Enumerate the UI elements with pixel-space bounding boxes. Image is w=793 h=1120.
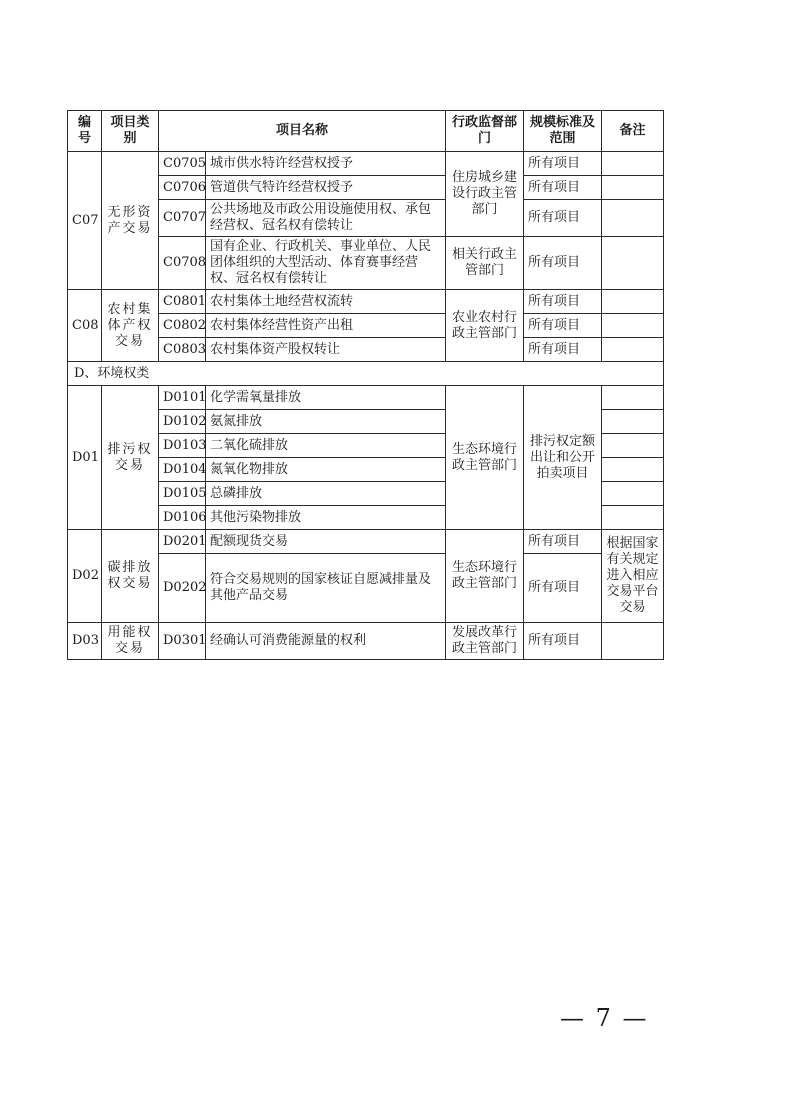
item-scope: 所有项目 xyxy=(524,623,602,660)
item-name: 氮氧化物排放 xyxy=(206,458,446,482)
item-remark xyxy=(602,434,664,458)
item-remark xyxy=(602,410,664,434)
item-scope: 所有项目 xyxy=(524,152,602,176)
item-code: C0708 xyxy=(159,237,206,290)
header-remark: 备注 xyxy=(602,111,664,152)
item-scope: 所有项目 xyxy=(524,338,602,362)
table-row xyxy=(68,623,664,660)
item-name: 氨氮排放 xyxy=(206,410,446,434)
item-dept: 农业农村行政主管部门 xyxy=(446,290,524,362)
item-code: C0706 xyxy=(159,176,206,200)
item-remark xyxy=(602,386,664,410)
group-code: C07 xyxy=(68,152,102,290)
item-dept: 生态环境行政主管部门 xyxy=(446,530,524,623)
page-number: — 7 — xyxy=(560,1004,649,1032)
item-scope: 所有项目 xyxy=(524,237,602,290)
item-name: 经确认可消费能源量的权利 xyxy=(206,623,446,660)
header-category: 项目类别 xyxy=(102,111,159,152)
item-remark xyxy=(602,176,664,200)
header-row xyxy=(68,111,664,152)
item-remark xyxy=(602,290,664,314)
item-code: D0101 xyxy=(159,386,206,410)
item-name: 城市供水特许经营权授予 xyxy=(206,152,446,176)
group-category: 排污权交易 xyxy=(102,386,159,530)
item-dept: 生态环境行政主管部门 xyxy=(446,386,524,530)
item-scope: 所有项目 xyxy=(524,530,602,554)
item-remark xyxy=(602,506,664,530)
item-name: 二氧化硫排放 xyxy=(206,434,446,458)
item-code: D0301 xyxy=(159,623,206,660)
item-code: C0803 xyxy=(159,338,206,362)
item-remark xyxy=(602,458,664,482)
item-name: 符合交易规则的国家核证自愿减排量及其他产品交易 xyxy=(206,554,446,623)
item-code: C0705 xyxy=(159,152,206,176)
section-title: D、环境权类 xyxy=(68,362,664,386)
item-remark: 根据国家有关规定进入相应交易平台交易 xyxy=(602,530,664,623)
header-no: 编号 xyxy=(68,111,102,152)
item-scope: 排污权定额出让和公开拍卖项目 xyxy=(524,386,602,530)
item-remark xyxy=(602,237,664,290)
item-code: D0201 xyxy=(159,530,206,554)
table-row xyxy=(68,152,664,176)
item-scope: 所有项目 xyxy=(524,200,602,237)
section-row xyxy=(68,362,664,386)
item-code: C0801 xyxy=(159,290,206,314)
item-scope: 所有项目 xyxy=(524,290,602,314)
table-row xyxy=(68,290,664,314)
item-scope: 所有项目 xyxy=(524,176,602,200)
item-name: 总磷排放 xyxy=(206,482,446,506)
header-dept: 行政监督部门 xyxy=(446,111,524,152)
item-name: 农村集体土地经营权流转 xyxy=(206,290,446,314)
item-remark xyxy=(602,200,664,237)
table-row xyxy=(68,530,664,554)
group-code: D01 xyxy=(68,386,102,530)
item-code: D0105 xyxy=(159,482,206,506)
group-category: 无形资产交易 xyxy=(102,152,159,290)
group-category: 农村集体产权交易 xyxy=(102,290,159,362)
item-name: 农村集体资产股权转让 xyxy=(206,338,446,362)
item-name: 其他污染物排放 xyxy=(206,506,446,530)
item-dept: 发展改革行政主管部门 xyxy=(446,623,524,660)
group-category: 碳排放权交易 xyxy=(102,530,159,623)
item-remark xyxy=(602,482,664,506)
project-table xyxy=(67,110,664,660)
item-scope: 所有项目 xyxy=(524,314,602,338)
item-dept: 住房城乡建设行政主管部门 xyxy=(446,152,524,237)
group-code: D03 xyxy=(68,623,102,660)
table-row xyxy=(68,386,664,410)
item-code: D0106 xyxy=(159,506,206,530)
item-name: 配额现货交易 xyxy=(206,530,446,554)
item-dept: 相关行政主管部门 xyxy=(446,237,524,290)
item-name: 管道供气特许经营权授予 xyxy=(206,176,446,200)
item-name: 国有企业、行政机关、事业单位、人民团体组织的大型活动、体育赛事经营权、冠名权有偿转让 xyxy=(206,237,446,290)
item-name: 农村集体经营性资产出租 xyxy=(206,314,446,338)
item-remark xyxy=(602,314,664,338)
item-name: 化学需氧量排放 xyxy=(206,386,446,410)
item-remark xyxy=(602,338,664,362)
group-code: D02 xyxy=(68,530,102,623)
item-remark xyxy=(602,152,664,176)
item-code: C0802 xyxy=(159,314,206,338)
item-code: D0104 xyxy=(159,458,206,482)
item-code: D0202 xyxy=(159,554,206,623)
item-name: 公共场地及市政公用设施使用权、承包经营权、冠名权有偿转让 xyxy=(206,200,446,237)
header-name: 项目名称 xyxy=(159,111,446,152)
item-code: D0103 xyxy=(159,434,206,458)
item-remark xyxy=(602,623,664,660)
item-scope: 所有项目 xyxy=(524,554,602,623)
header-scope: 规模标准及范围 xyxy=(524,111,602,152)
item-code: D0102 xyxy=(159,410,206,434)
group-category: 用能权交易 xyxy=(102,623,159,660)
item-code: C0707 xyxy=(159,200,206,237)
group-code: C08 xyxy=(68,290,102,362)
